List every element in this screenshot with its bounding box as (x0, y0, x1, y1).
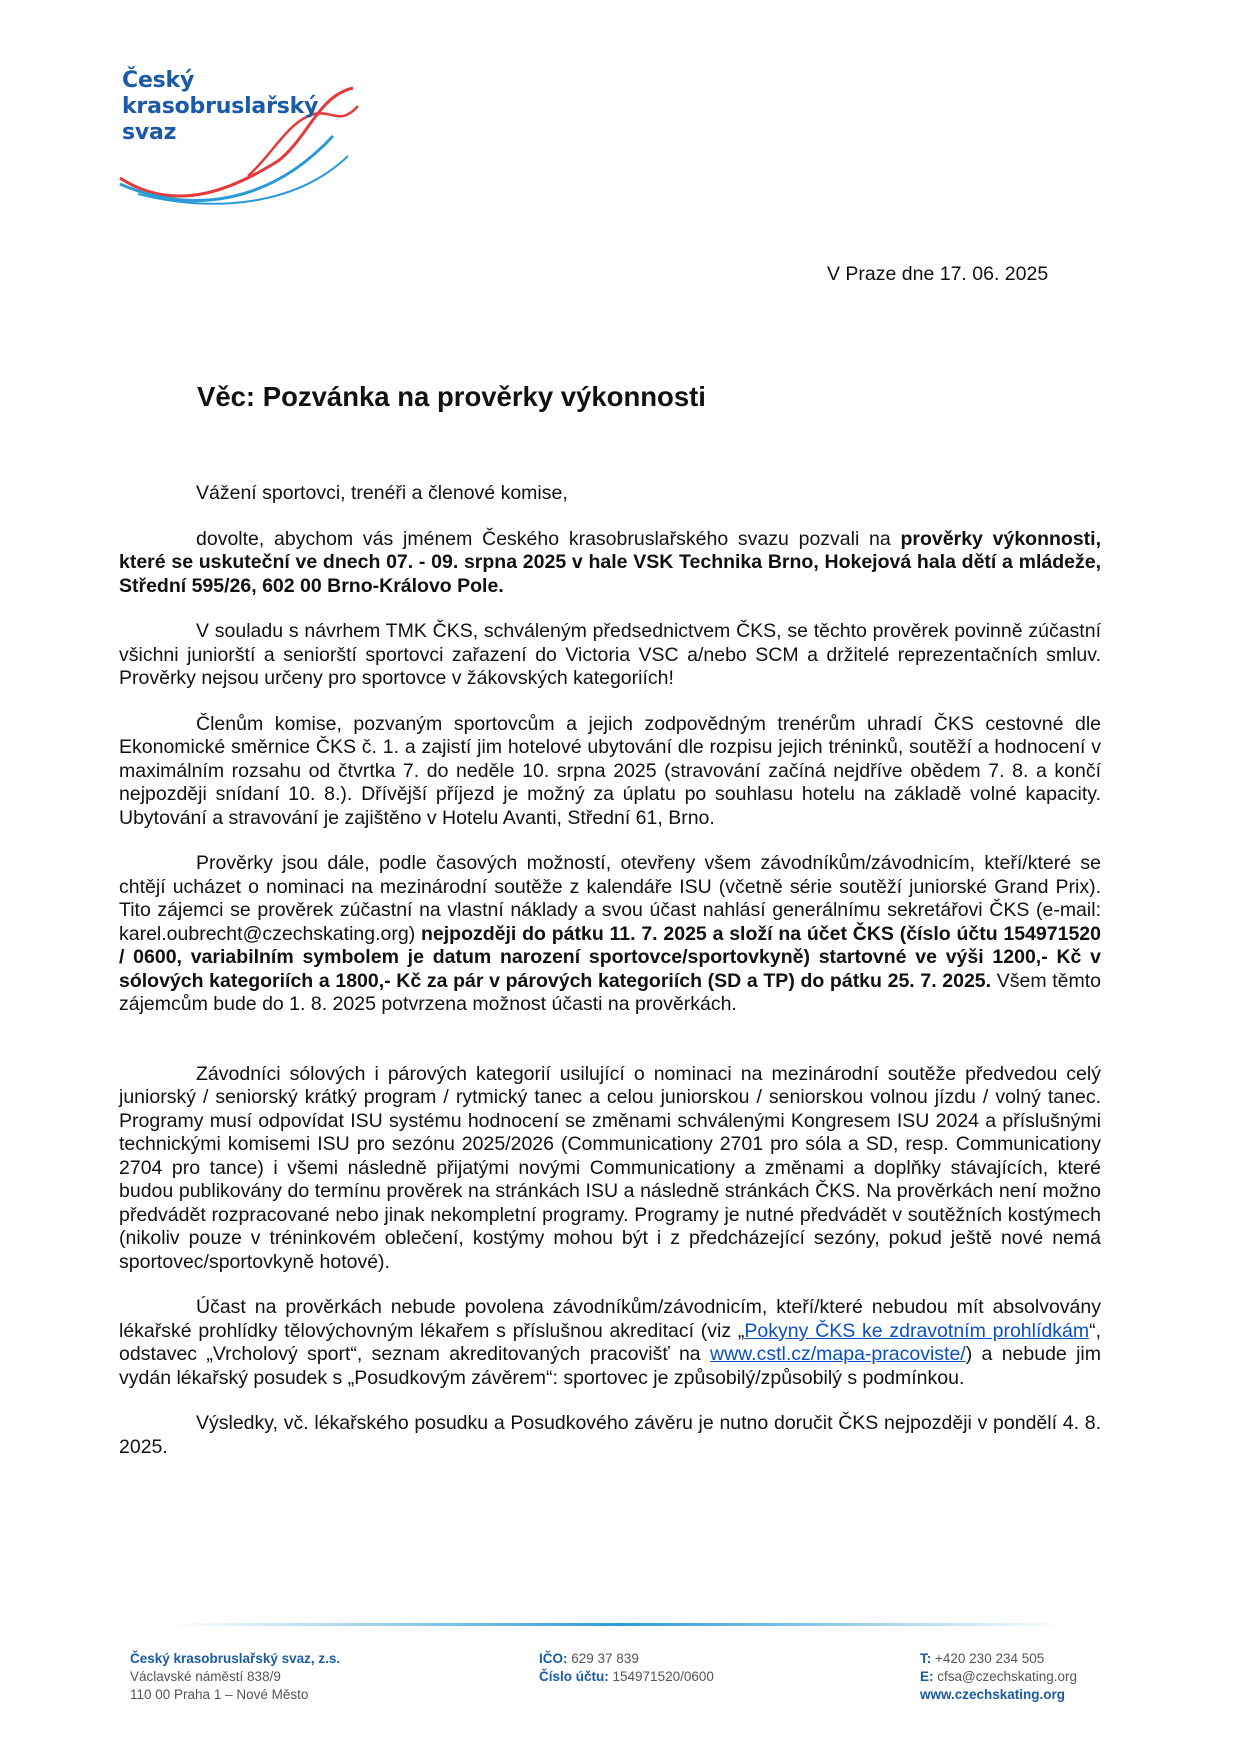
footer-account-label: Číslo účtu: (539, 1669, 609, 1684)
paragraph-programs: Závodníci sólových i párových kategorií usilující o nominaci na mezinárodní soutěže předvedou celý juniorský / seniorský krátký program / rytmický tanec a celou juniorskou / seniorskou volnou jízdu / volný tanec. Programy musí odpovídat ISU systému hodnocení se změnami schválenými Kongresem ISU 2024 a příslušnými technickými komisemi ISU pro sezónu 2025/2026 (Communicationy 2701 pro sóla a SD, resp. Communicationy 2704 pro tance) i všemi následně přijatými novými Communicationy a změnami a doplňky stávajících, které budou publikovány do termínu prověrek na stránkách ISU a následně stránkách ČKS. Na prověrkách není možno předvádět rozpracované nebo jinak nekompletní programy. Programy je nutné předvádět v soutěžních kostýmech (nikoliv pouze v tréninkovém oblečení, kostýmy mohou být i z předcházející sezóny, pokud ještě nové nemá sportovec/sportovkyně hotové). (119, 1062, 1101, 1273)
paragraph-medical (119, 1296, 1101, 1390)
letter-subject: Věc: Pozvánka na prověrky výkonnosti (197, 381, 706, 412)
medical-guidelines-link[interactable]: Pokyny ČKS ke zdravotním prohlídkám (744, 1319, 1090, 1342)
text: Prověrky jsou dále, podle časových možností, otevřeny všem závodníkům/závodnicím, kteří/které se chtějí ucházet o nominaci na mezinárodní soutěže z kalendáře ISU (včetně série soutěží juniorské Grand Prix). Tito zájemci se prověrek zúčastní na vlastní náklady a svou účast nahlásí generálnímu sekretářovi ČKS (e-mail: karel.oubrecht@czechskating.org) (119, 852, 1101, 945)
greeting: Vážení sportovci, trenéři a členové komise, (196, 482, 568, 504)
footer-contact (920, 1650, 1077, 1704)
footer-phone-label: T: (920, 1651, 932, 1666)
footer-ico-label: IČO: (539, 1651, 568, 1666)
letter-date: V Praze dne 17. 06. 2025 (827, 263, 1049, 285)
logo (118, 66, 368, 216)
footer-email-label: E: (920, 1669, 934, 1684)
paragraph-accommodation: Členům komise, pozvaným sportovcům a jejich zodpovědným trenérům uhradí ČKS cestovné dle Ekonomické směrnice ČKS č. 1. a zajistí jim hotelové ubytování dle rozpisu jejich tréninků, soutěží a hodnocení v maximálním rozsahu od čtvrtka 7. do neděle 10. srpna 2025 (stravování začíná nejdříve obědem 7. 8. a končí nejpozději snídaní 10. 8.). Dřívější příjezd je možný za úplatu po souhlasu hotelu na základě volné kapacity. Ubytování a stravování je zajištěno v Hotelu Avanti, Střední 61, Brno. (119, 712, 1101, 829)
footer-address-line-1: Václavské náměstí 838/9 (130, 1669, 281, 1684)
letter-body (119, 482, 1101, 1459)
footer-email-value: cfsa@czechskating.org (937, 1669, 1078, 1684)
logo-line-3: svaz (122, 120, 177, 145)
paragraph-open-entry (119, 852, 1101, 1017)
footer-address (130, 1650, 340, 1704)
text-bold: nejpozději do pátku 11. 7. 2025 a složí na účet ČKS (číslo účtu 154971520 / 0600, variabilním symbolem je datum narození sportovce/sportovkyně) startovné ve výši 1200,- Kč v sólových kategoriích a 1800,- Kč za pár v párových kategoriích (SD a TP) do pátku 25. 7. 2025. (119, 922, 1101, 992)
footer-ico-value: 629 37 839 (571, 1651, 639, 1666)
footer-address-line-2: 110 00 Praha 1 – Nové Město (130, 1687, 309, 1702)
footer-org-name: Český krasobruslařský svaz, z.s. (130, 1651, 341, 1666)
text: dovolte, abychom vás jménem Českého krasobruslařského svazu pozvali na (196, 527, 901, 550)
text: “, odstavec „Vrcholový sport“, seznam akreditovaných pracovišť na (119, 1319, 1101, 1365)
footer-phone-value: +420 230 234 505 (935, 1651, 1045, 1666)
logo-wordmark (122, 68, 318, 146)
logo-line-1: Český (122, 68, 195, 93)
footer-website: www.czechskating.org (920, 1687, 1066, 1702)
logo-line-2: krasobruslařský (122, 94, 319, 119)
paragraph-invitation (119, 528, 1101, 599)
footer-divider (170, 1623, 1070, 1626)
cstl-map-link[interactable]: www.cstl.cz/mapa-pracoviste/ (709, 1343, 966, 1365)
paragraph-mandatory: V souladu s návrhem TMK ČKS, schváleným předsednictvem ČKS, se těchto prověrek povinně zúčastní všichni juniorští a seniorští sportovci zařazení do Victoria VSC a/nebo SCM a držitelé reprezentačních smluv. Prověrky nejsou určeny pro sportovce v žákovských kategoriích! (119, 620, 1101, 689)
text: Účast na prověrkách nebude povolena závodníkům/závodnicím, kteří/které nebudou mít absolvovány lékařské prohlídky tělovýchovným lékařem s příslušnou akreditací (viz „ (119, 1296, 1101, 1342)
text: ) a nebude jim vydán lékařský posudek s „Posudkovým závěrem“: sportovec je způsobilý/způsobilý s podmínkou. (119, 1343, 1102, 1389)
paragraph-results: Výsledky, vč. lékařského posudku a Posudkového závěru je nutno doručit ČKS nejpozději v pondělí 4. 8. 2025. (119, 1412, 1101, 1458)
text-bold: prověrky výkonnosti, které se uskuteční ve dnech 07. - 09. srpna 2025 v hale VSK Technika Brno, Hokejová hala dětí a mládeže, Střední 595/26, 602 00 Brno-Královo Pole. (119, 527, 1102, 597)
footer-account-value: 154971520/0600 (612, 1669, 714, 1684)
footer-registration (539, 1650, 714, 1686)
text: Všem těmto zájemcům bude do 1. 8. 2025 potvrzena možnost účasti na prověrkách. (119, 969, 1101, 1015)
